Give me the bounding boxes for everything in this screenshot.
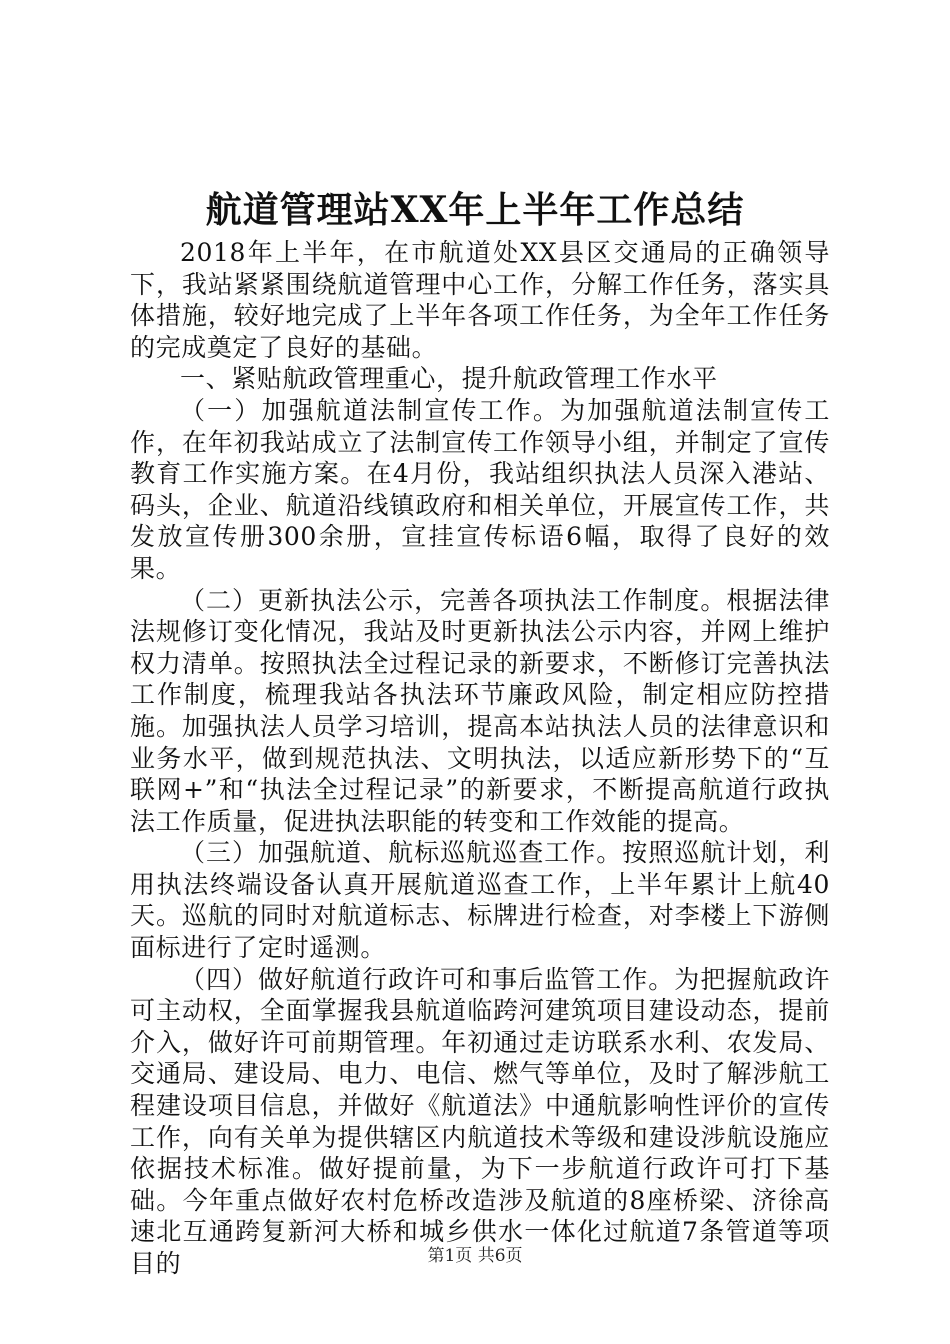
subsection-paragraph-1: （一）加强航道法制宣传工作。为加强航道法制宣传工作，在年初我站成立了法制宣传工作领导小组，并制定了宣传教育工作实施方案。在4月份，我站组织执法人员深入港站、码头，企业、航道沿线镇政府和相关单位，开展宣传工作，共发放宣传册300余册，宣挂宣传标语6幅，取得了良好的效果。 (130, 395, 830, 583)
intro-paragraph: 2018年上半年，在市航道处XX县区交通局的正确领导下，我站紧紧围绕航道管理中心工作，分解工作任务，落实具体措施，较好地完成了上半年各项工作任务，为全年工作任务的完成奠定了良好的基础。 (130, 238, 830, 362)
document-body (130, 237, 830, 1280)
section-heading-1: 一、紧贴航政管理重心，提升航政管理工作水平 (180, 364, 718, 394)
subsection-paragraph-2: （二）更新执法公示，完善各项执法工作制度。根据法律法规修订变化情况，我站及时更新执法公示内容，并网上维护权力清单。按照执法全过程记录的新要求，不断修订完善执法工作制度，梳理我站各执法环节廉政风险，制定相应防控措施。加强执法人员学习培训，提高本站执法人员的法律意识和业务水平，做到规范执法、文明执法，以适应新形势下的“互联网+”和“执法全过程记录”的新要求，不断提高航道行政执法工作质量，促进执法职能的转变和工作效能的提高。 (130, 585, 830, 836)
document-title: 航道管理站XX年上半年工作总结 (205, 189, 745, 231)
subsection-paragraph-4: （四）做好航道行政许可和事后监管工作。为把握航政许可主动权，全面掌握我县航道临跨河建筑项目建设动态，提前介入，做好许可前期管理。年初通过走访联系水利、农发局、交通局、建设局、电力、电信、燃气等单位，及时了解涉航工程建设项目信息，并做好《航道法》中通航影响性评价的宣传工作，向有关单为提供辖区内航道技术等级和建设涉航设施应依据技术标准。做好提前量，为下一步航道行政许可打下基础。今年重点做好农村危桥改造涉及航道的8座桥梁、济徐高速北互通跨复新河大桥和城乡供水一体化过航道7条管道等项目的 (130, 964, 830, 1278)
page-footer: 第1页 共6页 (427, 1246, 523, 1266)
subsection-paragraph-3: （三）加强航道、航标巡航巡查工作。按照巡航计划，利用执法终端设备认真开展航道巡查工作，上半年累计上航40天。巡航的同时对航道标志、标牌进行检查，对李楼上下游侧面标进行了定时遥测。 (130, 838, 830, 963)
